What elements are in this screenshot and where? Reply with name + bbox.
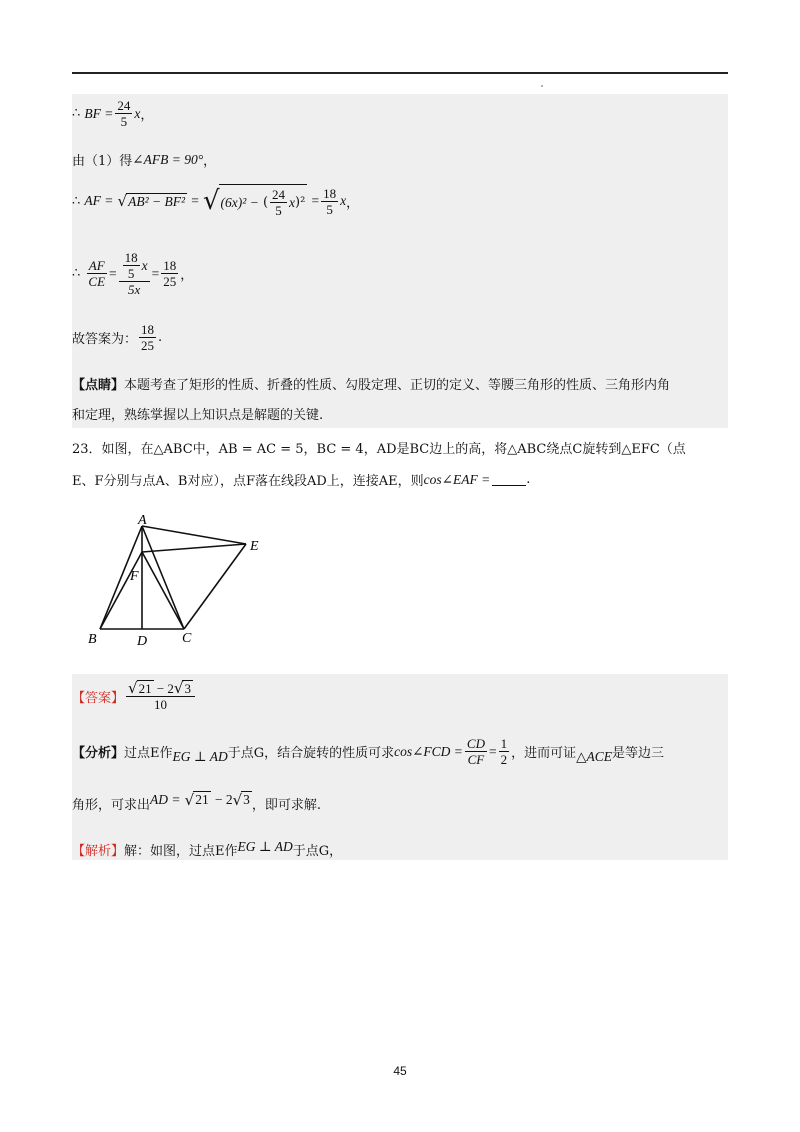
fraction: $\frac{24}{5}$ <box>272 187 286 218</box>
analysis-label: 【分析】 <box>72 746 125 761</box>
label-e: E <box>250 539 259 554</box>
solution-line-af: ∴ AF = √ AB² − BF² = √ (6x)² − ( $\frac{24}{5}$ x )² = $\frac{18}{5}$ x ， <box>72 185 360 218</box>
solution-line-bf: ∴ BF = $\frac{24}{5}$ x ， <box>72 98 154 129</box>
analysis-row-1: 【分析】 过点E作 EG ⊥ AD 于点G，结合旋转的性质可求 cos∠FCD = $\frac{CD}{CF}$ = $\frac{1}{2}$ ，进而可证 △ACE 是等边三 <box>72 736 665 767</box>
solution-line-ratio: ∴ $\frac{AF}{CE}$ = 18 5 x 5x = $\frac{18}{25}$ ， <box>72 250 194 297</box>
solution-label: 【解析】 <box>72 844 125 859</box>
segment-fe <box>142 544 246 552</box>
comment-line-1: 【点睛】 本题考查了矩形的性质、折叠的性质、勾股定理、正切的定义、等腰三角形的性质、三角形内角 <box>72 374 670 393</box>
question-line-1: 23．如图，在△ABC中，AB = AC = 5，BC = 4，AD是BC边上的高，将△ABC绕点C旋转到△EFC（点 <box>72 442 686 457</box>
segment-bf <box>100 552 142 629</box>
segment-fc <box>142 552 184 629</box>
label-c: C <box>182 631 192 646</box>
comment-label: 【点睛】 <box>72 378 125 393</box>
comment-line-2: 和定理，熟练掌握以上知识点是解题的关键. <box>72 408 324 423</box>
question-line-2: E、F分别与点A、B对应），点F落在线段AD上，连接AE，则 cos∠EAF = . <box>72 471 531 489</box>
analysis-row-2: 角形，可求出 AD = √ 21 − 2 √ 3 ，即可求解. <box>72 790 322 813</box>
header-dot <box>541 85 543 87</box>
fraction: 18 25 <box>141 322 155 353</box>
label-a: A <box>138 513 147 528</box>
fraction: $\frac{24}{5}$ <box>117 98 131 129</box>
geometry-figure <box>80 512 280 652</box>
fraction: $\frac{1}{2}$ <box>500 736 508 767</box>
label-d: D <box>137 634 148 649</box>
fraction: $\frac{18}{5}$ <box>323 185 337 217</box>
answer-blank <box>492 473 526 486</box>
previous-solution-block <box>72 94 728 428</box>
label-b: B <box>88 632 97 647</box>
fraction: $\frac{CD}{CF}$ <box>466 736 485 767</box>
segment-ac <box>142 526 184 629</box>
answer-block <box>72 674 728 860</box>
solution-row: 【解析】 解：如图，过点E作 EG ⊥ AD 于点G， <box>72 838 343 859</box>
fraction: $\frac{18}{25}$ <box>163 258 177 289</box>
label-f: F <box>130 569 139 584</box>
answer-row <box>72 680 197 712</box>
segment-ae <box>142 526 246 544</box>
header-rule <box>72 72 728 74</box>
answer-fraction: √ 21 − 2 √ 3 10 <box>126 680 195 712</box>
fraction: $\frac{AF}{CE}$ <box>88 258 106 289</box>
segment-ec <box>184 544 246 629</box>
answer-line: 故答案为： 18 25 . <box>72 322 163 353</box>
solution-line-afb: 由（1）得 ∠AFB = 90° ， <box>72 151 217 169</box>
page-number: 45 <box>393 1064 407 1078</box>
complex-fraction: 18 5 x 5x <box>119 250 150 297</box>
answer-label: 【答案】 <box>72 690 125 706</box>
